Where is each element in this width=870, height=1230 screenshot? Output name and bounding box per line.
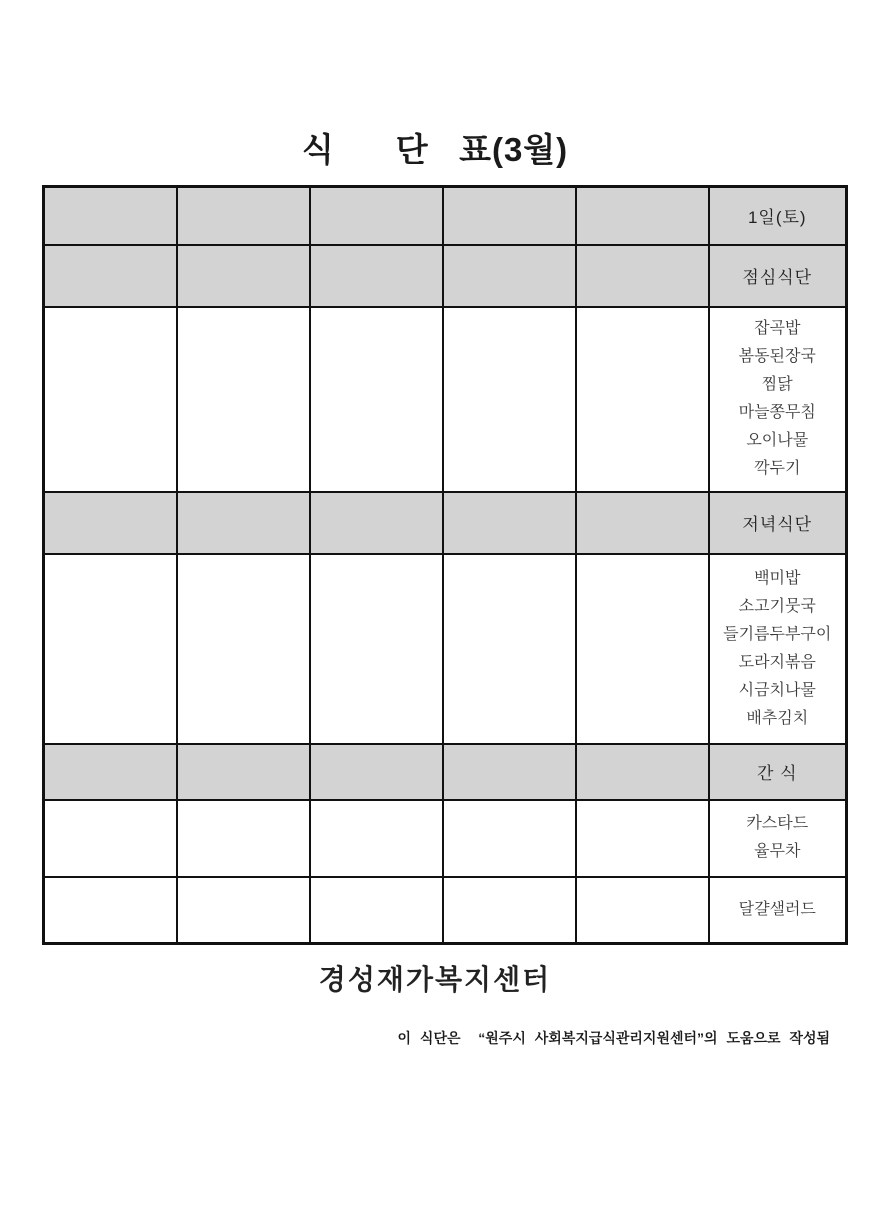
empty-cell — [443, 492, 576, 554]
empty-cell — [576, 492, 709, 554]
menu-item: 시금치나물 — [738, 681, 816, 699]
empty-cell — [443, 800, 576, 877]
snack-menu-row — [44, 800, 847, 877]
menu-item: 마늘쫑무침 — [738, 404, 816, 421]
empty-cell — [310, 492, 443, 554]
section-label-cell: 저녁식단 — [709, 492, 847, 554]
empty-cell — [576, 554, 709, 744]
menu-items-cell — [709, 307, 847, 492]
empty-cell — [177, 245, 310, 307]
empty-cell — [177, 744, 310, 800]
empty-cell — [576, 307, 709, 492]
empty-cell — [177, 187, 310, 245]
empty-cell — [310, 187, 443, 245]
empty-cell — [443, 187, 576, 245]
empty-cell — [310, 554, 443, 744]
menu-table-body — [44, 187, 847, 944]
menu-items-cell — [709, 554, 847, 744]
empty-cell — [310, 307, 443, 492]
menu-item: 도라지볶음 — [738, 653, 816, 671]
empty-cell — [310, 744, 443, 800]
menu-item: 달걀샐러드 — [738, 900, 816, 918]
empty-cell — [443, 744, 576, 800]
empty-cell — [310, 800, 443, 877]
menu-items-cell — [709, 800, 847, 877]
empty-cell — [44, 744, 177, 800]
menu-items-cell — [709, 877, 847, 944]
dinner-header-row — [44, 492, 847, 554]
empty-cell — [443, 245, 576, 307]
menu-item: 율무차 — [754, 843, 801, 860]
lunch-header-row — [44, 245, 847, 307]
menu-table — [42, 185, 848, 945]
attribution-footnote: 이 식단은 “원주시 사회복지급식관리지원센터”의 도움으로 작성됨 — [397, 1030, 830, 1046]
lunch-menu-row — [44, 307, 847, 492]
section-label-cell: 간 식 — [709, 744, 847, 800]
empty-cell — [576, 744, 709, 800]
date-header-row — [44, 187, 847, 245]
page-title: 식 단 표(3월) — [301, 131, 569, 168]
menu-item: 봄동된장국 — [738, 348, 816, 365]
snack-header-row — [44, 744, 847, 800]
empty-cell — [44, 800, 177, 877]
empty-cell — [177, 492, 310, 554]
menu-item: 잡곡밥 — [754, 320, 801, 337]
empty-cell — [44, 245, 177, 307]
menu-item: 배추김치 — [746, 709, 809, 727]
menu-item: 소고기뭇국 — [738, 597, 816, 615]
empty-cell — [310, 245, 443, 307]
menu-item: 카스타드 — [746, 815, 809, 832]
empty-cell — [44, 307, 177, 492]
center-name: 경성재가복지센터 — [318, 964, 552, 995]
empty-cell — [177, 877, 310, 944]
menu-item: 찜닭 — [761, 376, 793, 393]
empty-cell — [443, 554, 576, 744]
empty-cell — [44, 187, 177, 245]
section-label-cell: 점심식단 — [709, 245, 847, 307]
empty-cell — [44, 492, 177, 554]
empty-cell — [576, 187, 709, 245]
empty-cell — [177, 554, 310, 744]
empty-cell — [443, 877, 576, 944]
empty-cell — [443, 307, 576, 492]
menu-item: 오이나물 — [746, 432, 809, 449]
empty-cell — [44, 554, 177, 744]
empty-cell — [177, 307, 310, 492]
empty-cell — [177, 800, 310, 877]
dinner-menu-row — [44, 554, 847, 744]
dessert-menu-row — [44, 877, 847, 944]
empty-cell — [44, 877, 177, 944]
empty-cell — [310, 877, 443, 944]
empty-cell — [576, 877, 709, 944]
menu-item: 깍두기 — [754, 460, 801, 477]
section-label-cell: 1일(토) — [709, 187, 847, 245]
menu-item: 들기름두부구이 — [723, 625, 832, 643]
menu-item: 백미밥 — [754, 569, 801, 587]
empty-cell — [576, 800, 709, 877]
empty-cell — [576, 245, 709, 307]
